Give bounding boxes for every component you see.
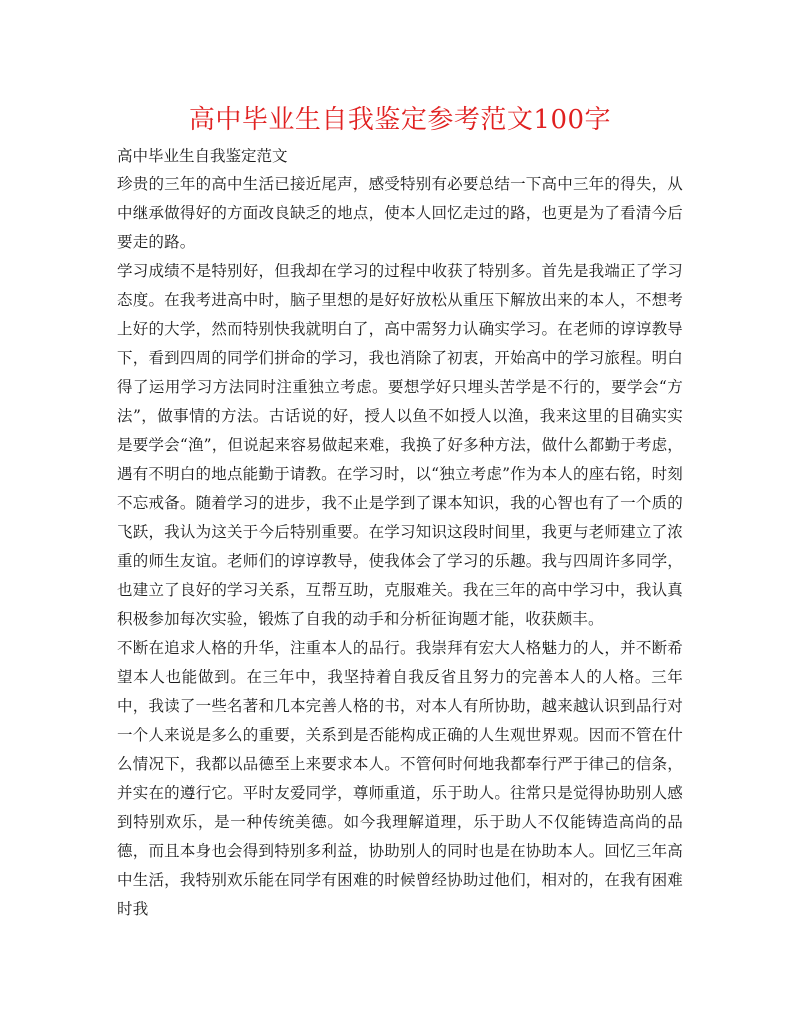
document-title: 高中毕业生自我鉴定参考范文100字	[188, 105, 612, 135]
paragraph-3: 不断在追求人格的升华，注重本人的品行。我崇拜有宏大人格魅力的人，并不断希望本人也能做到。在三年中，我坚持着自我反省且努力的完善本人的人格。三年中，我读了一些名著和几本完善人格的书，对本人有所协助，越来越认识到品行对一个人来说是多么的重要，关系到是否能构成正确的人生观世界观。因而不管在什么情况下，我都以品德至上来要求本人。不管何时何地我都奉行严于律己的信条，并实在的遵行它。平时友爱同学，尊师重道，乐于助人。往常只是觉得协助别人感到特别欢乐，是一种传统美德。如今我理解道理，乐于助人不仅能铸造高尚的品德，而且本身也会得到特别多利益，协助别人的同时也是在协助本人。回忆三年高中生活，我特别欢乐能在同学有困难的时候曾经协助过他们，相对的，在我有困难时我	[117, 639, 683, 918]
document-page	[117, 100, 683, 924]
document-subtitle: 高中毕业生自我鉴定范文	[117, 147, 288, 165]
paragraph-1: 珍贵的三年的高中生活已接近尾声，感受特别有必要总结一下高中三年的得失，从中继承做得好的方面改良缺乏的地点，使本人回忆走过的路，也更是为了看清今后要走的路。	[117, 175, 683, 251]
paragraph-2: 学习成绩不是特别好，但我却在学习的过程中收获了特别多。首先是我端正了学习态度。在我考进高中时，脑子里想的是好好放松从重压下解放出来的本人，不想考上好的大学，然而特别快我就明白了，高中需努力认确实学习。在老师的谆谆教导下，看到四周的同学们拼命的学习，我也消除了初衷，开始高中的学习旅程。明白得了运用学习方法同时注重独立考虑。要想学好只埋头苦学是不行的，要学会“方法”，做事情的方法。古话说的好，授人以鱼不如授人以渔，我来这里的目确实实是要学会“渔”，但说起来容易做起来难，我换了好多种方法，做什么都勤于考虑，遇有不明白的地点能勤于请教。在学习时，以“独立考虑”作为本人的座右铭，时刻不忘戒备。随着学习的进步，我不止是学到了课本知识，我的心智也有了一个质的飞跃，我认为这关于今后特别重要。在学习知识这段时间里，我更与老师建立了浓重的师生友谊。老师们的谆谆教导，使我体会了学习的乐趣。我与四周许多同学，也建立了良好的学习关系，互帮互助，克服难关。我在三年的高中学习中，我认真积极参加每次实验，锻炼了自我的动手和分析征询题才能，收获颇丰。	[117, 262, 683, 628]
